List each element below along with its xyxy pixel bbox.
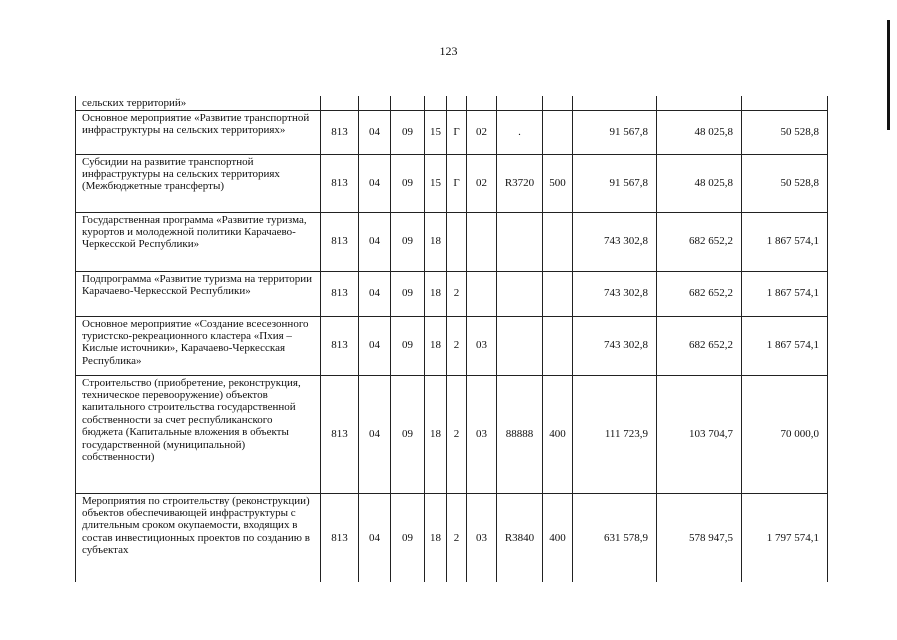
row-name: Мероприятия по строительству (реконструкции) объектов обеспечивающей инфраструктуры с длительным сроком окупаемости, входящих в состав инвестиционных проектов по созданию в субъектах <box>76 493 321 582</box>
table-row <box>76 110 828 154</box>
cell-amount-2: 682 652,2 <box>657 316 742 375</box>
cell-amount-2: 682 652,2 <box>657 271 742 316</box>
cell-direction <box>497 96 543 110</box>
cell-ministry-code: 813 <box>321 316 359 375</box>
cell-activity: 03 <box>467 316 497 375</box>
cell-ministry-code: 813 <box>321 493 359 582</box>
cell-activity: 02 <box>467 110 497 154</box>
cell-ministry-code: 813 <box>321 110 359 154</box>
cell-subsection <box>391 96 425 110</box>
cell-subsection: 09 <box>391 493 425 582</box>
table-row <box>76 271 828 316</box>
cell-amount-1: 111 723,9 <box>573 375 657 493</box>
cell-expense-type <box>543 212 573 271</box>
cell-program: 18 <box>425 316 447 375</box>
cell-direction <box>497 212 543 271</box>
cell-program: 15 <box>425 110 447 154</box>
cell-direction <box>497 271 543 316</box>
cell-amount-2: 48 025,8 <box>657 110 742 154</box>
cell-program: 18 <box>425 493 447 582</box>
cell-program: 18 <box>425 375 447 493</box>
cell-subprogram: Г <box>447 110 467 154</box>
cell-subsection: 09 <box>391 212 425 271</box>
cell-ministry-code: 813 <box>321 271 359 316</box>
cell-amount-1: 743 302,8 <box>573 271 657 316</box>
table-row <box>76 212 828 271</box>
cell-amount-2: 578 947,5 <box>657 493 742 582</box>
cell-amount-3: 1 867 574,1 <box>742 316 828 375</box>
cell-expense-type: 400 <box>543 493 573 582</box>
cell-amount-3: 70 000,0 <box>742 375 828 493</box>
row-name: Основное мероприятие «Создание всесезонного туристско-рекреационного кластера «Пхия – Кислые источники», Карачаево-Черкесская Республика» <box>76 316 321 375</box>
cell-ministry-code: 813 <box>321 375 359 493</box>
row-name: Строительство (приобретение, реконструкция, техническое перевооружение) объектов капитального строительства государственной собственности за счет республиканского бюджета (Капитальные вложения в объекты государственной (муниципальной) собственности) <box>76 375 321 493</box>
row-name: Субсидии на развитие транспортной инфраструктуры на сельских территориях (Межбюджетные трансферты) <box>76 154 321 212</box>
cell-subprogram: 2 <box>447 271 467 316</box>
cell-subsection: 09 <box>391 110 425 154</box>
cell-amount-3: 50 528,8 <box>742 154 828 212</box>
cell-ministry-code <box>321 96 359 110</box>
page-number: 123 <box>439 44 458 58</box>
cell-ministry-code: 813 <box>321 154 359 212</box>
table-row <box>76 96 828 110</box>
cell-amount-1: 743 302,8 <box>573 212 657 271</box>
cell-expense-type <box>543 96 573 110</box>
cell-expense-type: 500 <box>543 154 573 212</box>
cell-program: 18 <box>425 212 447 271</box>
cell-direction: R3840 <box>497 493 543 582</box>
row-name: Основное мероприятие «Развитие транспортной инфраструктуры на сельских территориях» <box>76 110 321 154</box>
cell-ministry-code: 813 <box>321 212 359 271</box>
cell-direction: 88888 <box>497 375 543 493</box>
cell-expense-type: 400 <box>543 375 573 493</box>
cell-amount-2: 682 652,2 <box>657 212 742 271</box>
scan-edge-mark <box>887 20 890 130</box>
table-row <box>76 375 828 493</box>
cell-expense-type <box>543 316 573 375</box>
cell-subprogram <box>447 96 467 110</box>
cell-amount-3 <box>742 96 828 110</box>
cell-amount-2: 48 025,8 <box>657 154 742 212</box>
cell-subprogram: 2 <box>447 375 467 493</box>
cell-subprogram <box>447 212 467 271</box>
cell-amount-1: 91 567,8 <box>573 154 657 212</box>
cell-amount-2 <box>657 96 742 110</box>
cell-activity: 03 <box>467 375 497 493</box>
table-row <box>76 316 828 375</box>
cell-section: 04 <box>359 212 391 271</box>
cell-amount-2: 103 704,7 <box>657 375 742 493</box>
cell-subsection: 09 <box>391 154 425 212</box>
cell-activity <box>467 271 497 316</box>
cell-activity <box>467 212 497 271</box>
cell-expense-type <box>543 110 573 154</box>
row-name: Подпрограмма «Развитие туризма на территории Карачаево-Черкесской Республики» <box>76 271 321 316</box>
cell-section: 04 <box>359 493 391 582</box>
row-name: Государственная программа «Развитие туризма, курортов и молодежной политики Карачаево-Черкесской Республики» <box>76 212 321 271</box>
table-row <box>76 493 828 582</box>
cell-subprogram: 2 <box>447 316 467 375</box>
cell-section: 04 <box>359 154 391 212</box>
budget-table <box>75 96 828 582</box>
cell-amount-1 <box>573 96 657 110</box>
cell-amount-3: 1 797 574,1 <box>742 493 828 582</box>
cell-activity: 03 <box>467 493 497 582</box>
cell-section: 04 <box>359 375 391 493</box>
cell-program: 15 <box>425 154 447 212</box>
row-name: сельских территорий» <box>76 96 321 110</box>
cell-subprogram: Г <box>447 154 467 212</box>
cell-amount-3: 50 528,8 <box>742 110 828 154</box>
cell-amount-3: 1 867 574,1 <box>742 212 828 271</box>
cell-subsection: 09 <box>391 375 425 493</box>
cell-expense-type <box>543 271 573 316</box>
cell-section <box>359 96 391 110</box>
cell-direction: R3720 <box>497 154 543 212</box>
cell-subprogram: 2 <box>447 493 467 582</box>
cell-amount-1: 743 302,8 <box>573 316 657 375</box>
cell-subsection: 09 <box>391 316 425 375</box>
cell-amount-1: 91 567,8 <box>573 110 657 154</box>
cell-activity: 02 <box>467 154 497 212</box>
cell-direction: . <box>497 110 543 154</box>
cell-amount-3: 1 867 574,1 <box>742 271 828 316</box>
cell-amount-1: 631 578,9 <box>573 493 657 582</box>
cell-direction <box>497 316 543 375</box>
cell-section: 04 <box>359 110 391 154</box>
cell-section: 04 <box>359 316 391 375</box>
cell-program <box>425 96 447 110</box>
table-row <box>76 154 828 212</box>
cell-activity <box>467 96 497 110</box>
cell-subsection: 09 <box>391 271 425 316</box>
cell-section: 04 <box>359 271 391 316</box>
cell-program: 18 <box>425 271 447 316</box>
